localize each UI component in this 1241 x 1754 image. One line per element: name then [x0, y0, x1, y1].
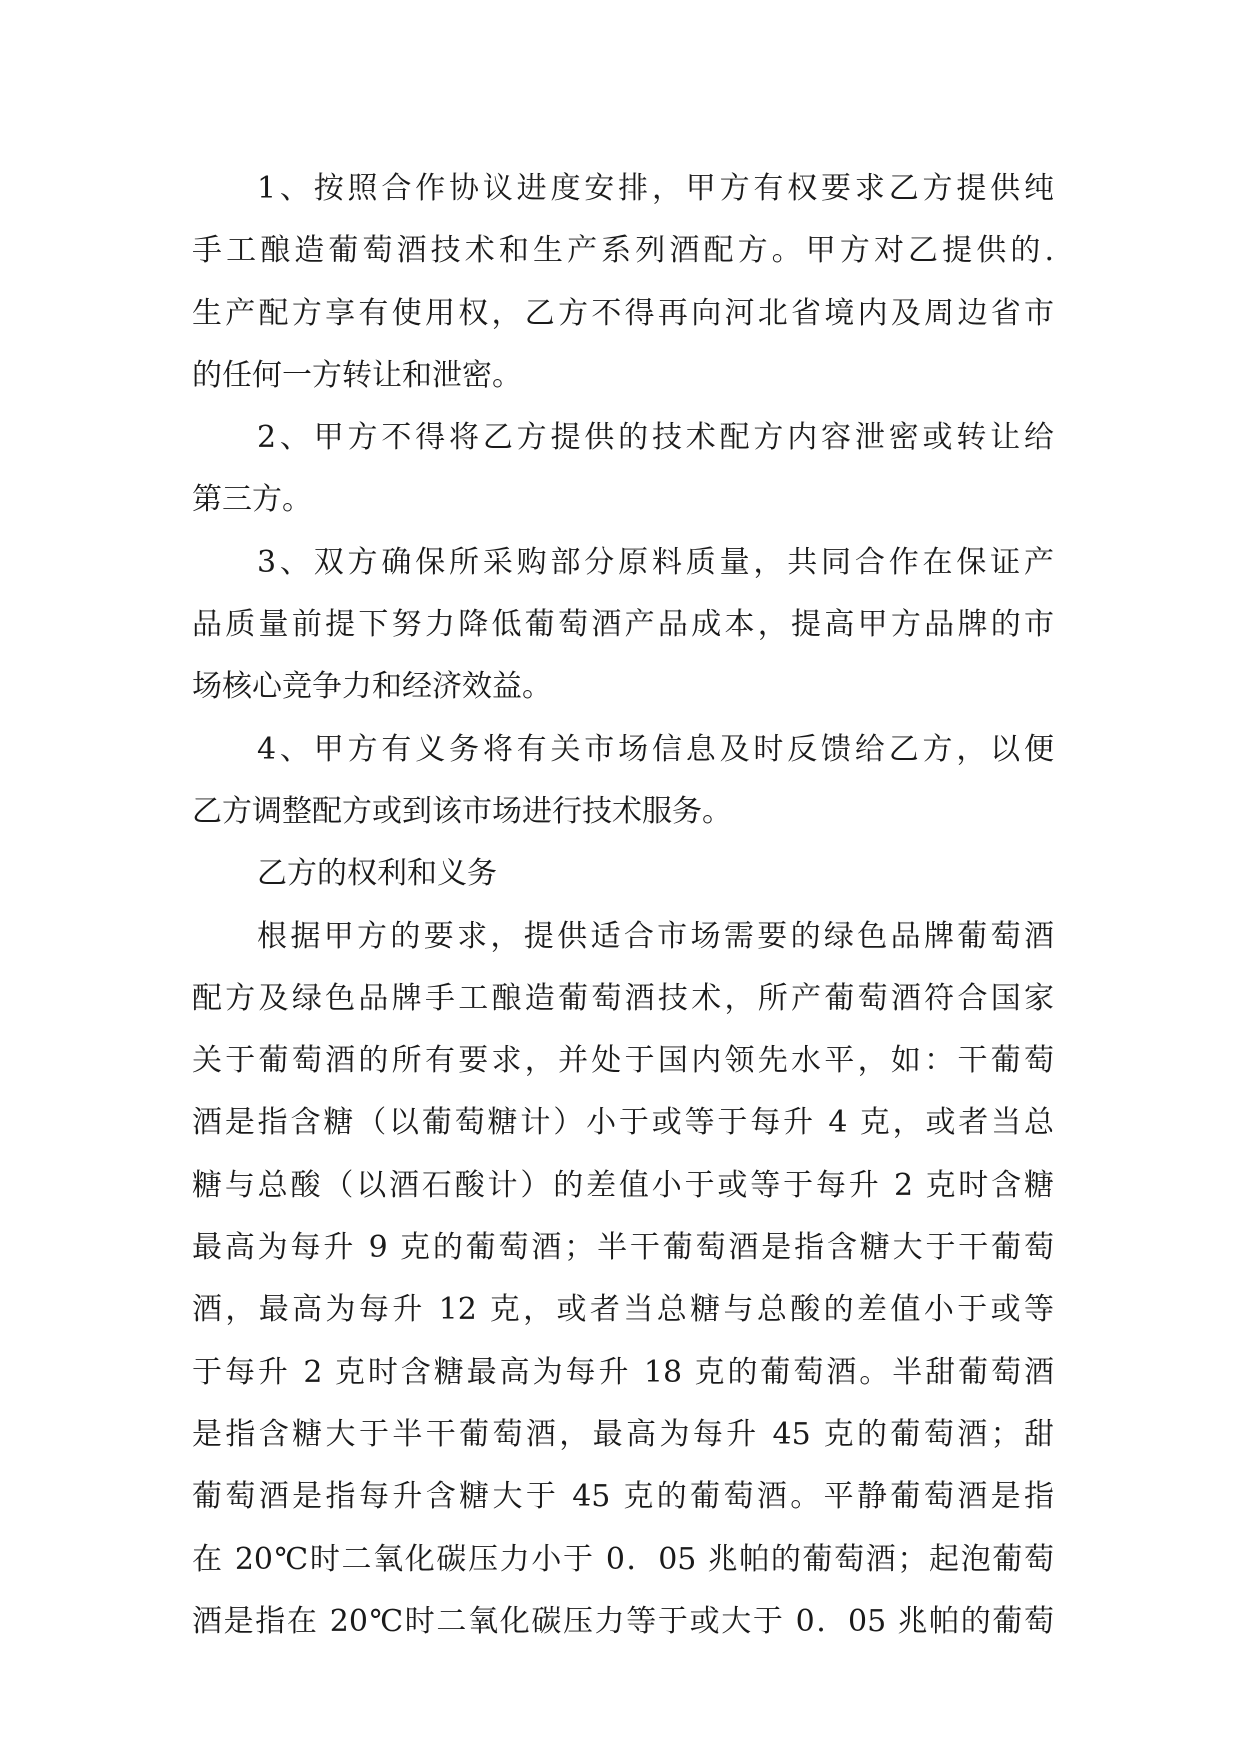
paragraph-first-line: 3、双方确保所采购部分原料质量，共同合作在保证产 — [257, 544, 1054, 580]
paragraph-line: 酒是指含糖（以葡萄糖计）小于或等于每升 4 克，或者当总 — [192, 1105, 1054, 1141]
paragraph-line: 是指含糖大于半干葡萄酒，最高为每升 45 克的葡萄酒；甜 — [192, 1416, 1054, 1452]
paragraph-line: 关于葡萄酒的所有要求，并处于国内领先水平，如：干葡萄 — [192, 1043, 1054, 1079]
document-body — [192, 158, 1054, 1653]
paragraph-line: 酒是指在 20℃时二氧化碳压力等于或大于 0．05 兆帕的葡萄 — [192, 1603, 1054, 1639]
paragraph-line: 酒，最高为每升 12 克，或者当总糖与总酸的差值小于或等 — [192, 1292, 1054, 1328]
paragraph-first-line: 2、甲方不得将乙方提供的技术配方内容泄密或转让给 — [257, 420, 1054, 456]
paragraph-line: 品质量前提下努力降低葡萄酒产品成本，提高甲方品牌的市 — [192, 607, 1054, 643]
paragraph-line: 在 20℃时二氧化碳压力小于 0．05 兆帕的葡萄酒；起泡葡萄 — [192, 1541, 1054, 1577]
paragraph-line: 葡萄酒是指每升含糖大于 45 克的葡萄酒。平静葡萄酒是指 — [192, 1479, 1054, 1515]
paragraph-first-line: 4、甲方有义务将有关市场信息及时反馈给乙方，以便 — [257, 731, 1054, 767]
paragraph-line: 最高为每升 9 克的葡萄酒；半干葡萄酒是指含糖大于干葡萄 — [192, 1230, 1054, 1266]
paragraph-line: 手工酿造葡萄酒技术和生产系列酒配方。甲方对乙提供的. — [192, 233, 1054, 269]
paragraph-line: 的任何一方转让和泄密。 — [192, 357, 522, 393]
paragraph-line: 生产配方享有使用权，乙方不得再向河北省境内及周边省市 — [192, 295, 1054, 331]
paragraph-line: 场核心竞争力和经济效益。 — [192, 669, 552, 705]
paragraph-first-line: 乙方的权利和义务 — [257, 856, 497, 892]
paragraph-line: 糖与总酸（以酒石酸计）的差值小于或等于每升 2 克时含糖 — [192, 1167, 1054, 1203]
paragraph-line: 配方及绿色品牌手工酿造葡萄酒技术，所产葡萄酒符合国家 — [192, 980, 1054, 1016]
paragraph-line: 乙方调整配方或到该市场进行技术服务。 — [192, 793, 732, 829]
paragraph-line: 第三方。 — [192, 482, 312, 518]
paragraph-first-line: 1、按照合作协议进度安排，甲方有权要求乙方提供纯 — [257, 171, 1054, 206]
paragraph-first-line: 根据甲方的要求，提供适合市场需要的绿色品牌葡萄酒 — [257, 918, 1054, 954]
paragraph-line: 于每升 2 克时含糖最高为每升 18 克的葡萄酒。半甜葡萄酒 — [192, 1354, 1054, 1390]
